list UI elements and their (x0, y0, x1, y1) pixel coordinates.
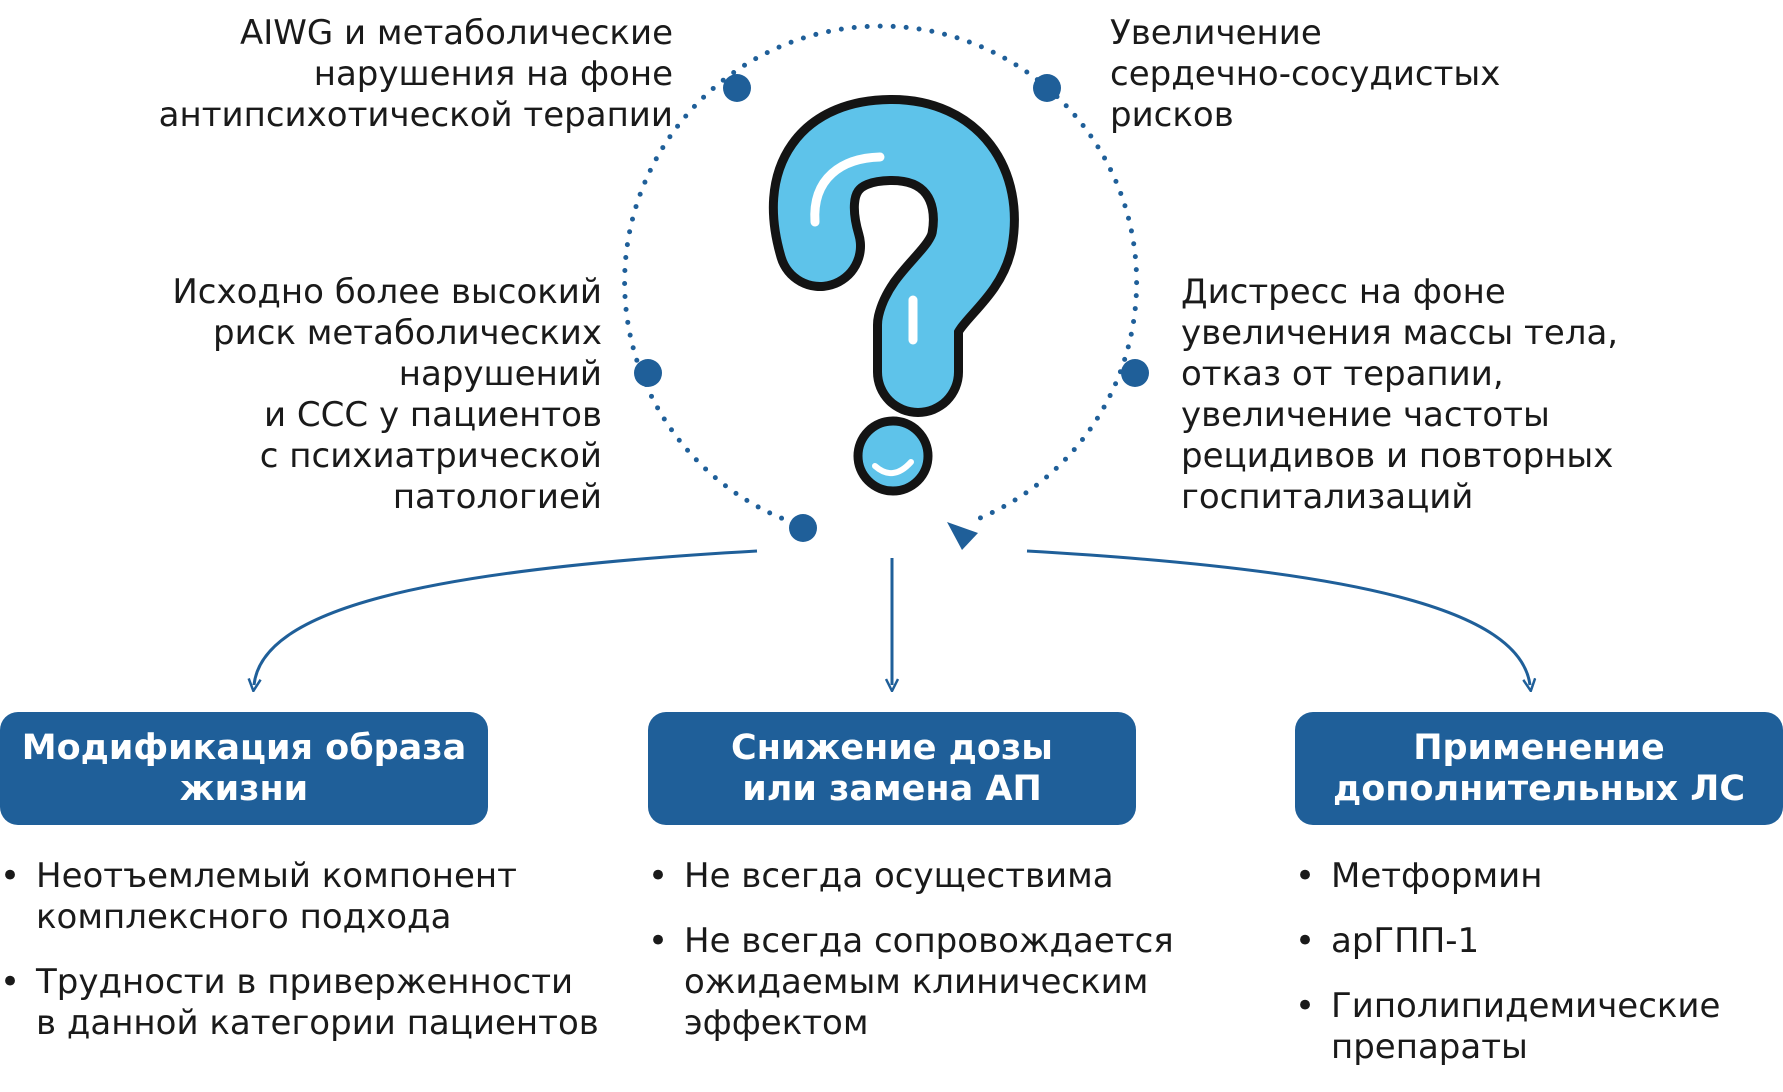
bullet-text: Трудности в приверженности в данной категории пациентов (36, 962, 599, 1043)
bullet-icon: • (0, 856, 21, 896)
bullet-icon: • (1295, 921, 1316, 961)
bullet-icon: • (0, 962, 21, 1002)
list-item (0, 856, 620, 938)
list-item (1295, 856, 1775, 897)
bullet-list-drugs (1295, 856, 1775, 1092)
list-item (0, 962, 620, 1044)
strategy-title-drugs: Применение дополнительных ЛС (1332, 727, 1746, 809)
cycle-label-top-right: Увеличение сердечно-сосудистых рисков (1110, 13, 1501, 135)
bullet-icon: • (1295, 986, 1316, 1026)
question-mark-icon (814, 140, 974, 491)
cycle-node-mid-right (1121, 359, 1149, 387)
bullet-text: Неотъемлемый компонент комплексного подхода (36, 856, 517, 937)
strategy-title-dose: Снижение дозы или замена АП (731, 727, 1053, 809)
strategy-title-lifestyle: Модификация образа жизни (21, 727, 467, 809)
list-item (648, 856, 1208, 897)
bullet-icon: • (648, 921, 669, 961)
bullet-icon: • (1295, 856, 1316, 896)
bullet-list-dose (648, 856, 1208, 1068)
bullet-text: арГПП-1 (1331, 921, 1480, 961)
list-item (1295, 986, 1775, 1068)
arrow-to-lifestyle (254, 551, 757, 685)
bullet-list-lifestyle (0, 856, 620, 1068)
strategy-box-drugs (1295, 712, 1783, 825)
bullet-text: Метформин (1331, 856, 1543, 896)
strategy-box-lifestyle (0, 712, 488, 825)
list-item (648, 921, 1208, 1044)
bullet-text: Гиполипидемические препараты (1331, 986, 1721, 1067)
cycle-node-top-right (1033, 74, 1061, 102)
list-item (1295, 921, 1775, 962)
cycle-node-mid-left (634, 359, 662, 387)
strategy-box-dose (648, 712, 1136, 825)
arrow-to-drugs (1027, 551, 1530, 685)
bullet-text: Не всегда сопровождается ожидаемым клиническим эффектом (684, 921, 1174, 1043)
cycle-label-mid-right: Дистресс на фоне увеличения массы тела, отказ от терапии, увеличение частоты рецидивов и повторных госпитализаций (1181, 272, 1619, 517)
cycle-label-mid-left: Исходно более высокий риск метаболических нарушений и ССС у пациентов с психиатрической патологией (172, 272, 602, 517)
cycle-node-bottom (789, 514, 817, 542)
bullet-icon: • (648, 856, 669, 896)
bullet-text: Не всегда осуществима (684, 856, 1114, 896)
cycle-label-top-left: AIWG и метаболические нарушения на фоне антипсихотической терапии (158, 13, 673, 135)
cycle-node-top-left (723, 74, 751, 102)
cycle-arrowhead (947, 522, 978, 550)
